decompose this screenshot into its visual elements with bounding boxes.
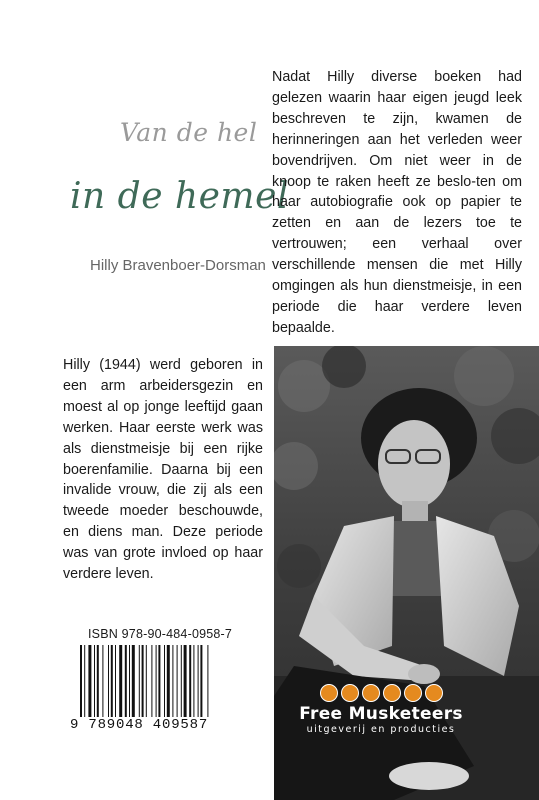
barcode-digits: 9 789048 409587 — [70, 717, 209, 733]
isbn-label: ISBN 978-90-484-0958-7 — [88, 627, 233, 641]
pen-icon — [341, 684, 359, 702]
blurb-left: Hilly (1944) werd geboren in een arm arbeidersgezin en moest al op jonge leeftijd gaan werken. Haar eerste werk was als dienstmeisje bij een rijke boerenfamilie. Daarna bij een invalide vrouw, die zij als een tweede moeder beschouwde, en diens man. Deze periode was van grote invloed op haar verdere leven. — [63, 357, 263, 583]
publisher-subtitle: uitgeverij en producties — [306, 724, 456, 735]
art-icon — [425, 684, 443, 702]
book-icon — [320, 684, 338, 702]
barcode-icon — [80, 645, 252, 717]
publisher-name: Free Musketeers — [299, 704, 463, 724]
publisher-icons — [296, 684, 466, 702]
title-line-2: in de hemel — [70, 176, 289, 217]
title-line-1: Van de hel — [120, 118, 258, 147]
author-name: Hilly Bravenboer-Dorsman — [90, 257, 266, 274]
music-icon — [362, 684, 380, 702]
mask-icon — [383, 684, 401, 702]
publisher-logo — [296, 684, 466, 735]
film-icon — [404, 684, 422, 702]
blurb-right: Nadat Hilly diverse boeken had gelezen waarin haar eigen jeugd leek beschreven te zijn, kwamen de herinneringen aan het verleden weer bovendrijven. Om niet weer in de knoop te raken heeft ze beslo-ten om haar autobiografie ook op papier te zetten en aan de lezers toe te vertrouwen; een verhaal over verschillende mensen die met Hilly omgingen als hun dienstmeisje, in een periode die haar verdere leven bepaalde. — [272, 69, 522, 336]
